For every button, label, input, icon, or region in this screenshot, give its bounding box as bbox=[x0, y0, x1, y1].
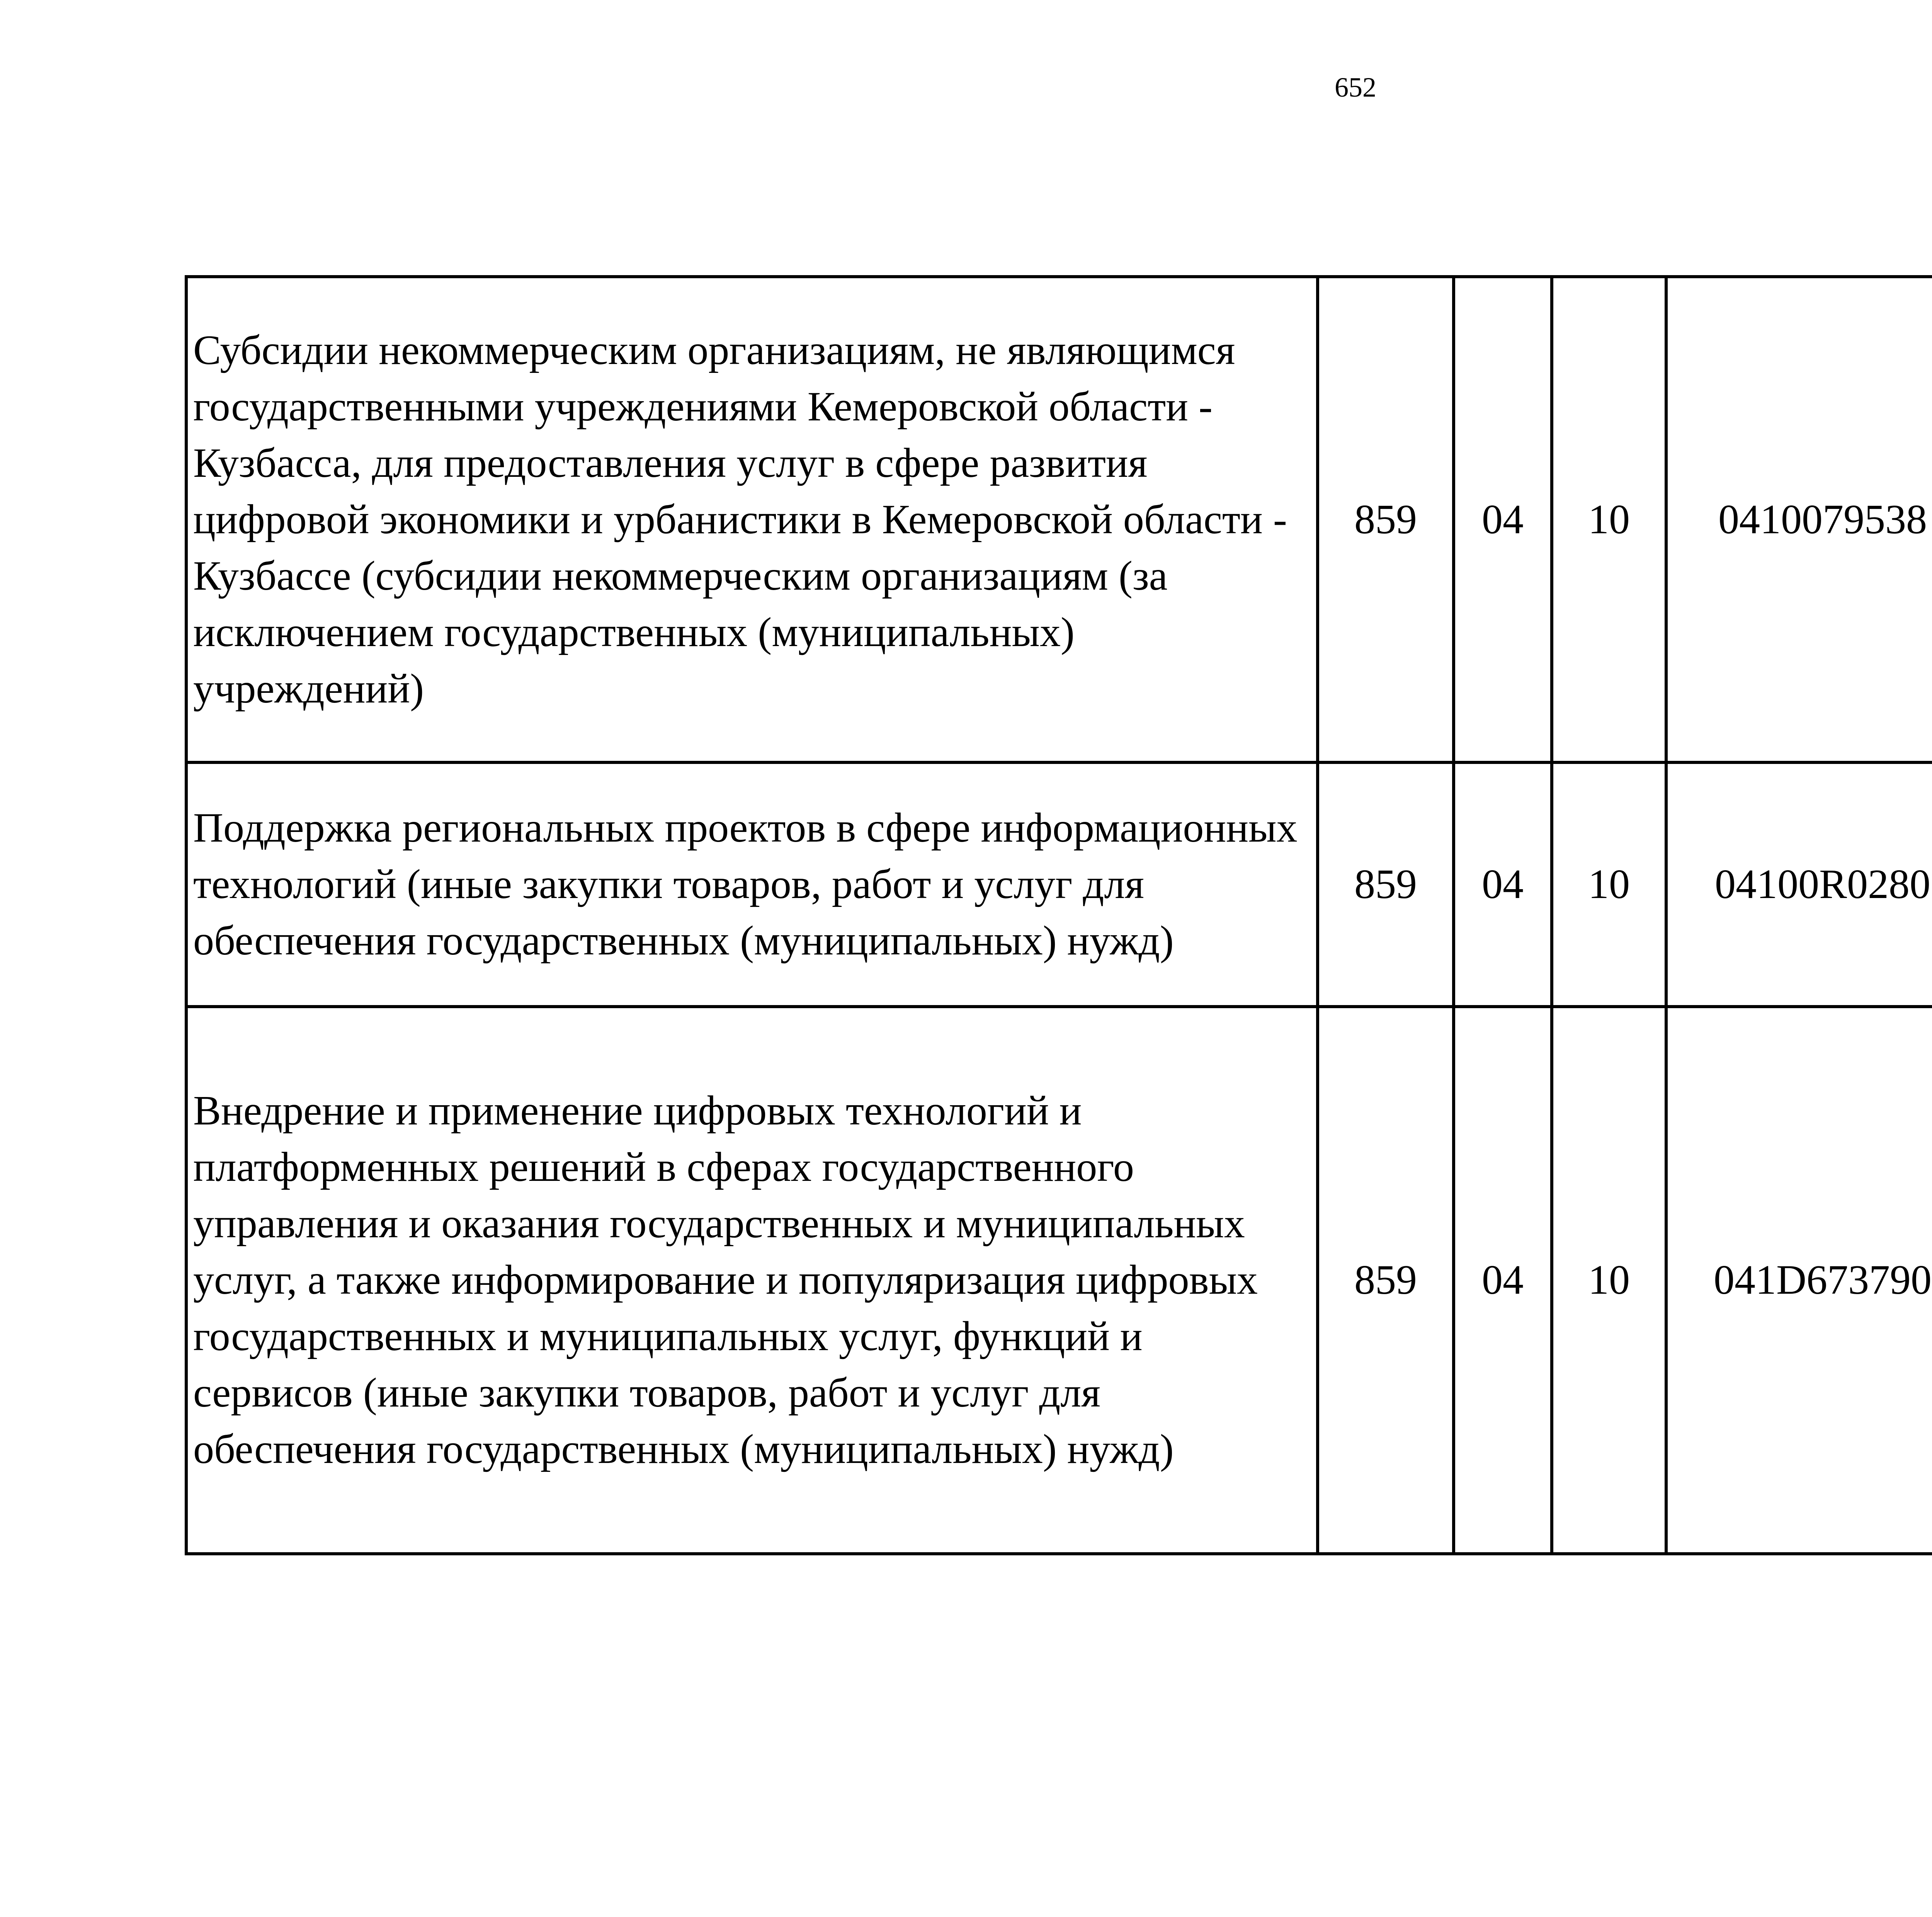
row-description: Субсидии некоммерческим организациям, не являющимся государственными учреждениями Кемеровской области - Кузбасса, для предоставления услуг в сфере развития цифровой экономики и урбанистики в Кемеровской области - Кузбассе (субсидии некоммерческим организациям (за исключением государственных (муниципальных) учреждений) bbox=[186, 277, 1318, 762]
ministry-code: 859 bbox=[1318, 277, 1454, 762]
target-article-code: 041D673790 bbox=[1666, 1007, 1932, 1554]
target-article-code: 0410079538 bbox=[1666, 277, 1932, 762]
subsection-code: 10 bbox=[1552, 277, 1666, 762]
section-code: 04 bbox=[1454, 762, 1552, 1007]
table-row bbox=[186, 762, 1932, 1007]
ministry-code: 859 bbox=[1318, 762, 1454, 1007]
ministry-code: 859 bbox=[1318, 1007, 1454, 1554]
page-number: 652 bbox=[1335, 72, 1376, 103]
target-article-code: 04100R0280 bbox=[1666, 762, 1932, 1007]
row-description: Внедрение и применение цифровых технологий и платформенных решений в сферах государственного управления и оказания государственных и муниципальных услуг, а также информирование и популяризация цифровых государственных и муниципальных услуг, функций и сервисов (иные закупки товаров, работ и услуг для обеспечения государственных (муниципальных) нужд) bbox=[186, 1007, 1318, 1554]
table-row bbox=[186, 1007, 1932, 1554]
subsection-code: 10 bbox=[1552, 762, 1666, 1007]
subsection-code: 10 bbox=[1552, 1007, 1666, 1554]
table-row bbox=[186, 277, 1932, 762]
section-code: 04 bbox=[1454, 1007, 1552, 1554]
row-description: Поддержка региональных проектов в сфере информационных технологий (иные закупки товаров, работ и услуг для обеспечения государственных (муниципальных) нужд) bbox=[186, 762, 1318, 1007]
section-code: 04 bbox=[1454, 277, 1552, 762]
budget-table bbox=[185, 275, 1932, 1555]
